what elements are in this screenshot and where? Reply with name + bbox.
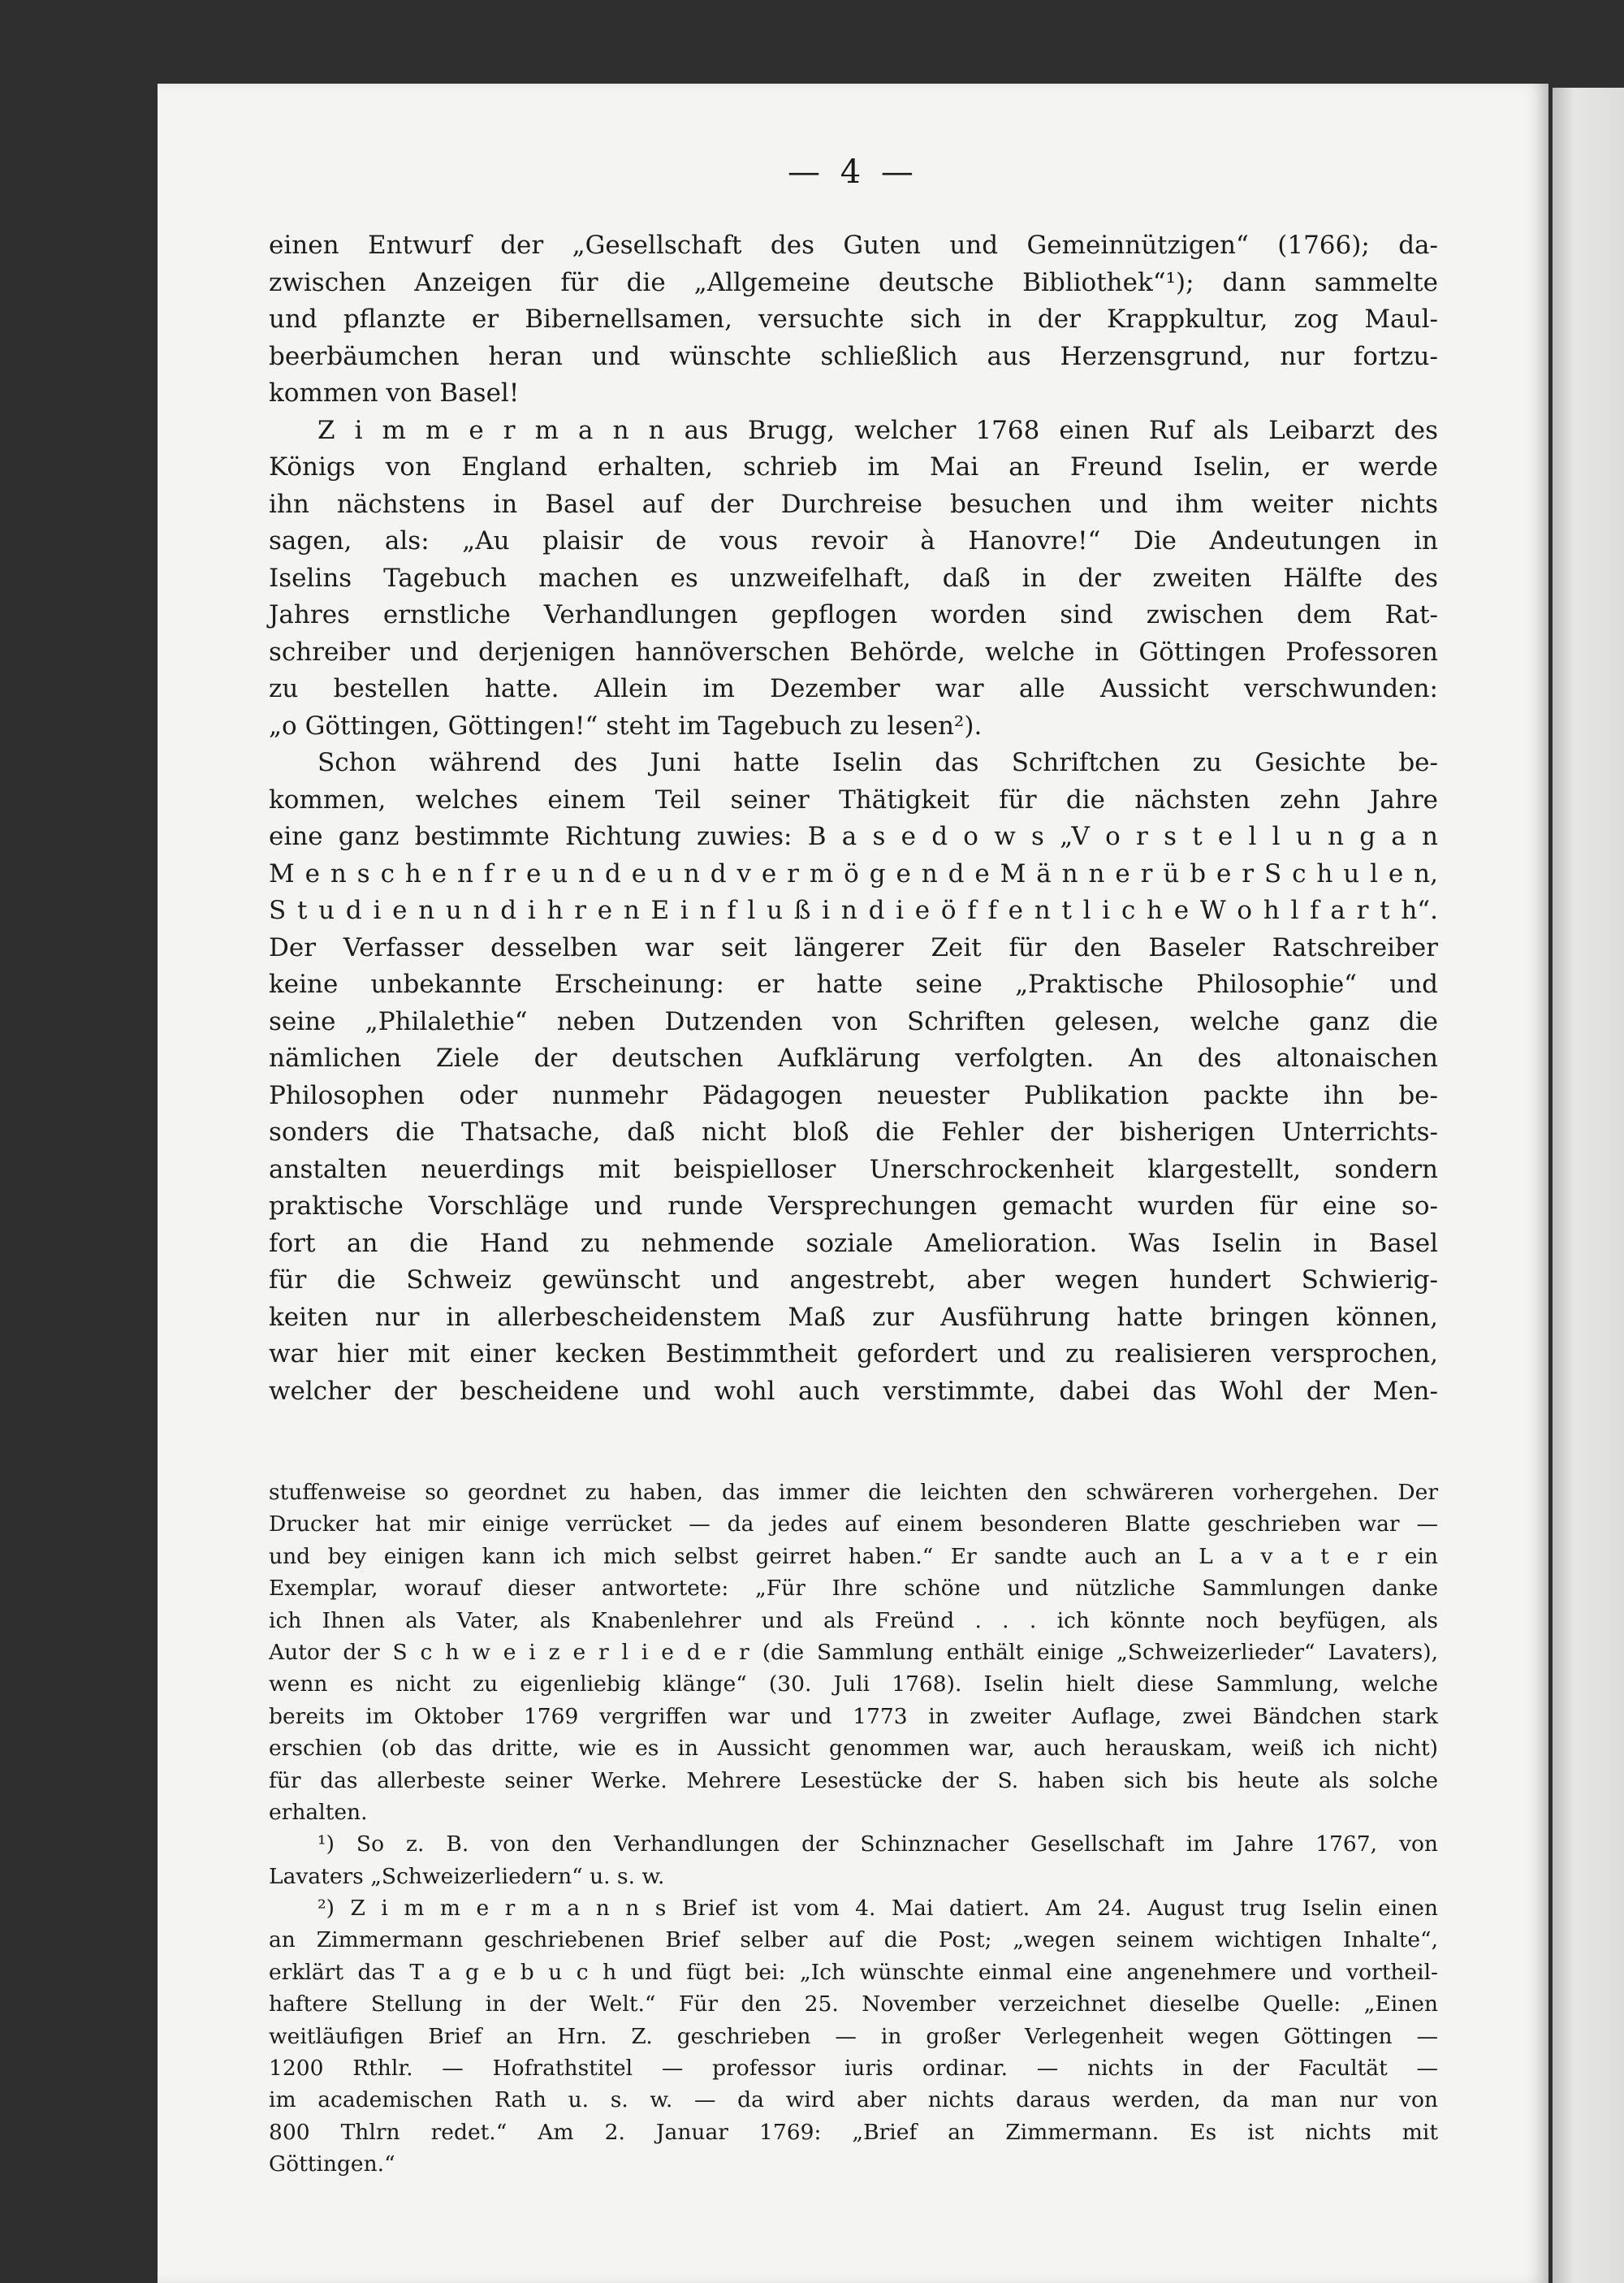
text-line: ihn nächstens in Basel auf der Durchreise besuchen und ihm weiter nichts — [269, 489, 1438, 519]
main-text — [269, 227, 1438, 1410]
footnote-line: ¹) So z. B. von den Verhandlungen der Schinznacher Gesellschaft im Jahre 1767, von — [317, 1831, 1438, 1857]
footnote-line: erhalten. — [269, 1799, 368, 1825]
footnote-line: wenn es nicht zu eigenliebig klänge“ (30. Juli 1768). Iselin hielt diese Sammlung, welche — [269, 1671, 1438, 1697]
footnote-line: haftere Stellung in der Welt.“ Für den 25. November verzeichnet dieselbe Quelle: „Einen — [269, 1991, 1438, 2017]
footnote-line: an Zimmermann geschriebenen Brief selber auf die Post; „wegen seinem wichtigen Inhalte“, — [269, 1927, 1438, 1953]
footnote-line: ich Ihnen als Vater, als Knabenlehrer und als Freünd . . . ich könnte noch beyfügen, als — [269, 1607, 1438, 1633]
text-line: keine unbekannte Erscheinung: er hatte seine „Praktische Philosophie“ und — [269, 970, 1438, 999]
text-line: nämlichen Ziele der deutschen Aufklärung verfolgten. An des altonaischen — [269, 1044, 1438, 1073]
text-line: keiten nur in allerbescheidenstem Maß zur Ausführung hatte bringen können, — [269, 1302, 1438, 1332]
footnote-line: stuffenweise so geordnet zu haben, das immer die leichten den schwäreren vorhergehen. Der — [269, 1480, 1438, 1505]
text-line: für die Schweiz gewünscht und angestrebt, aber wegen hundert Schwierig- — [269, 1265, 1438, 1295]
text-line: „o Göttingen, Göttingen!“ steht im Tagebuch zu lesen²). — [269, 711, 983, 741]
text-line: kommen, welches einem Teil seiner Thätigkeit für die nächsten zehn Jahre — [269, 785, 1438, 815]
text-line: Philosophen oder nunmehr Pädagogen neuester Publikation packte ihn be- — [269, 1080, 1438, 1110]
text-line: zu bestellen hatte. Allein im Dezember war alle Aussicht verschwunden: — [269, 674, 1438, 703]
text-line: fort an die Hand zu nehmende soziale Amelioration. Was Iselin in Basel — [269, 1228, 1438, 1258]
footnote-line: Lavaters „Schweizerliedern“ u. s. w. — [269, 1863, 665, 1889]
footnote-line: ²) Z i m m e r m a n n s Brief ist vom 4. Mai datiert. Am 24. August trug Iselin einen — [317, 1896, 1438, 1922]
text-line: Der Verfasser desselben war seit längerer Zeit für den Baseler Ratschreiber — [269, 932, 1438, 962]
text-line: Jahres ernstliche Verhandlungen gepflogen worden sind zwischen dem Rat- — [269, 600, 1438, 629]
adjacent-page-edge — [1553, 88, 1624, 2283]
footnote-line: Göttingen.“ — [269, 2151, 395, 2177]
footnote-line: weitläufigen Brief an Hrn. Z. geschrieben — in großer Verlegenheit wegen Göttingen — — [269, 2023, 1438, 2049]
text-line: zwischen Anzeigen für die „Allgemeine deutsche Bibliothek“¹); dann sammelte — [269, 267, 1438, 297]
footnote-line: für das allerbeste seiner Werke. Mehrere Lesestücke der S. haben sich bis heute als solche — [269, 1767, 1438, 1793]
text-line: eine ganz bestimmte Richtung zuwies: B a s e d o w s „V o r s t e l l u n g a n — [269, 822, 1438, 851]
text-line: beerbäumchen heran und wünschte schließlich aus Herzensgrund, nur fortzu- — [269, 341, 1438, 371]
text-line: Königs von England erhalten, schrieb im Mai an Freund Iselin, er werde — [269, 452, 1438, 482]
text-line: einen Entwurf der „Gesellschaft des Guten und Gemeinnützigen“ (1766); da- — [269, 231, 1438, 260]
footnote-line: 800 Thlrn redet.“ Am 2. Januar 1769: „Brief an Zimmermann. Es ist nichts mit — [269, 2119, 1438, 2145]
text-line: sonders die Thatsache, daß nicht bloß die Fehler der bisherigen Unterrichts- — [269, 1118, 1438, 1147]
page-number: — 4 — — [788, 153, 918, 191]
text-line: praktische Vorschläge und runde Versprechungen gemacht wurden für eine so- — [269, 1191, 1438, 1221]
text-line: S t u d i e n u n d i h r e n E i n f l u ß i n d i e ö f f e n t l i c h e W o h l f a r t h“. — [269, 896, 1438, 925]
text-line: sagen, als: „Au plaisir de vous revoir à Hanovre!“ Die Andeutungen in — [269, 526, 1438, 556]
text-line: Schon während des Juni hatte Iselin das Schriftchen zu Gesichte be- — [317, 748, 1438, 777]
text-line: schreiber und derjenigen hannöverschen Behörde, welche in Göttingen Professoren — [269, 637, 1438, 667]
footnotes — [269, 1477, 1438, 2181]
footnote-line: bereits im Oktober 1769 vergriffen war und 1773 in zweiter Auflage, zwei Bändchen stark — [269, 1703, 1438, 1729]
footnote-line: 1200 Rthlr. — Hofrathstitel — professor iuris ordinar. — nichts in der Facultät — — [269, 2056, 1438, 2082]
footnote-line: erklärt das T a g e b u c h und fügt bei: „Ich wünschte einmal eine angenehmere und vortheil- — [269, 1959, 1438, 1985]
footnote-line: erschien (ob das dritte, wie es in Aussicht genommen war, auch herauskam, weiß ich nicht) — [269, 1736, 1438, 1762]
footnote-line: Autor der S c h w e i z e r l i e d e r (die Sammlung enthält einige „Schweizerlieder“ Lavaters), — [269, 1639, 1438, 1665]
text-line: kommen von Basel! — [269, 378, 520, 408]
footnote-line: und bey einigen kann ich mich selbst geirret haben.“ Er sandte auch an L a v a t e r ein — [269, 1543, 1438, 1569]
text-line: M e n s c h e n f r e u n d e u n d v e r m ö g e n d e M ä n n e r ü b e r S c h u l e n, — [269, 858, 1438, 889]
footnote-line: im academischen Rath u. s. w. — da wird aber nichts daraus werden, da man nur von — [269, 2087, 1438, 2113]
text-line: Iselins Tagebuch machen es unzweifelhaft, daß in der zweiten Hälfte des — [269, 563, 1438, 593]
text-line: Z i m m e r m a n n aus Brugg, welcher 1768 einen Ruf als Leibarzt des — [317, 415, 1438, 445]
text-line: war hier mit einer kecken Bestimmtheit gefordert und zu realisieren versprochen, — [269, 1339, 1438, 1369]
text-line: seine „Philalethie“ neben Dutzenden von Schriften gelesen, welche ganz die — [269, 1006, 1438, 1036]
text-line: anstalten neuerdings mit beispielloser Unerschrockenheit klargestellt, sondern — [269, 1154, 1438, 1184]
footnote-line: Exemplar, worauf dieser antwortete: „Für Ihre schöne und nützliche Sammlungen danke — [269, 1576, 1438, 1602]
text-line: und pflanzte er Bibernellsamen, versuchte sich in der Krappkultur, zog Maul- — [269, 305, 1438, 334]
footnote-line: Drucker hat mir einige verrücket — da jedes auf einem besonderen Blatte geschrieben war — — [269, 1511, 1438, 1537]
text-line: welcher der bescheidene und wohl auch verstimmte, dabei das Wohl der Men- — [269, 1376, 1438, 1406]
